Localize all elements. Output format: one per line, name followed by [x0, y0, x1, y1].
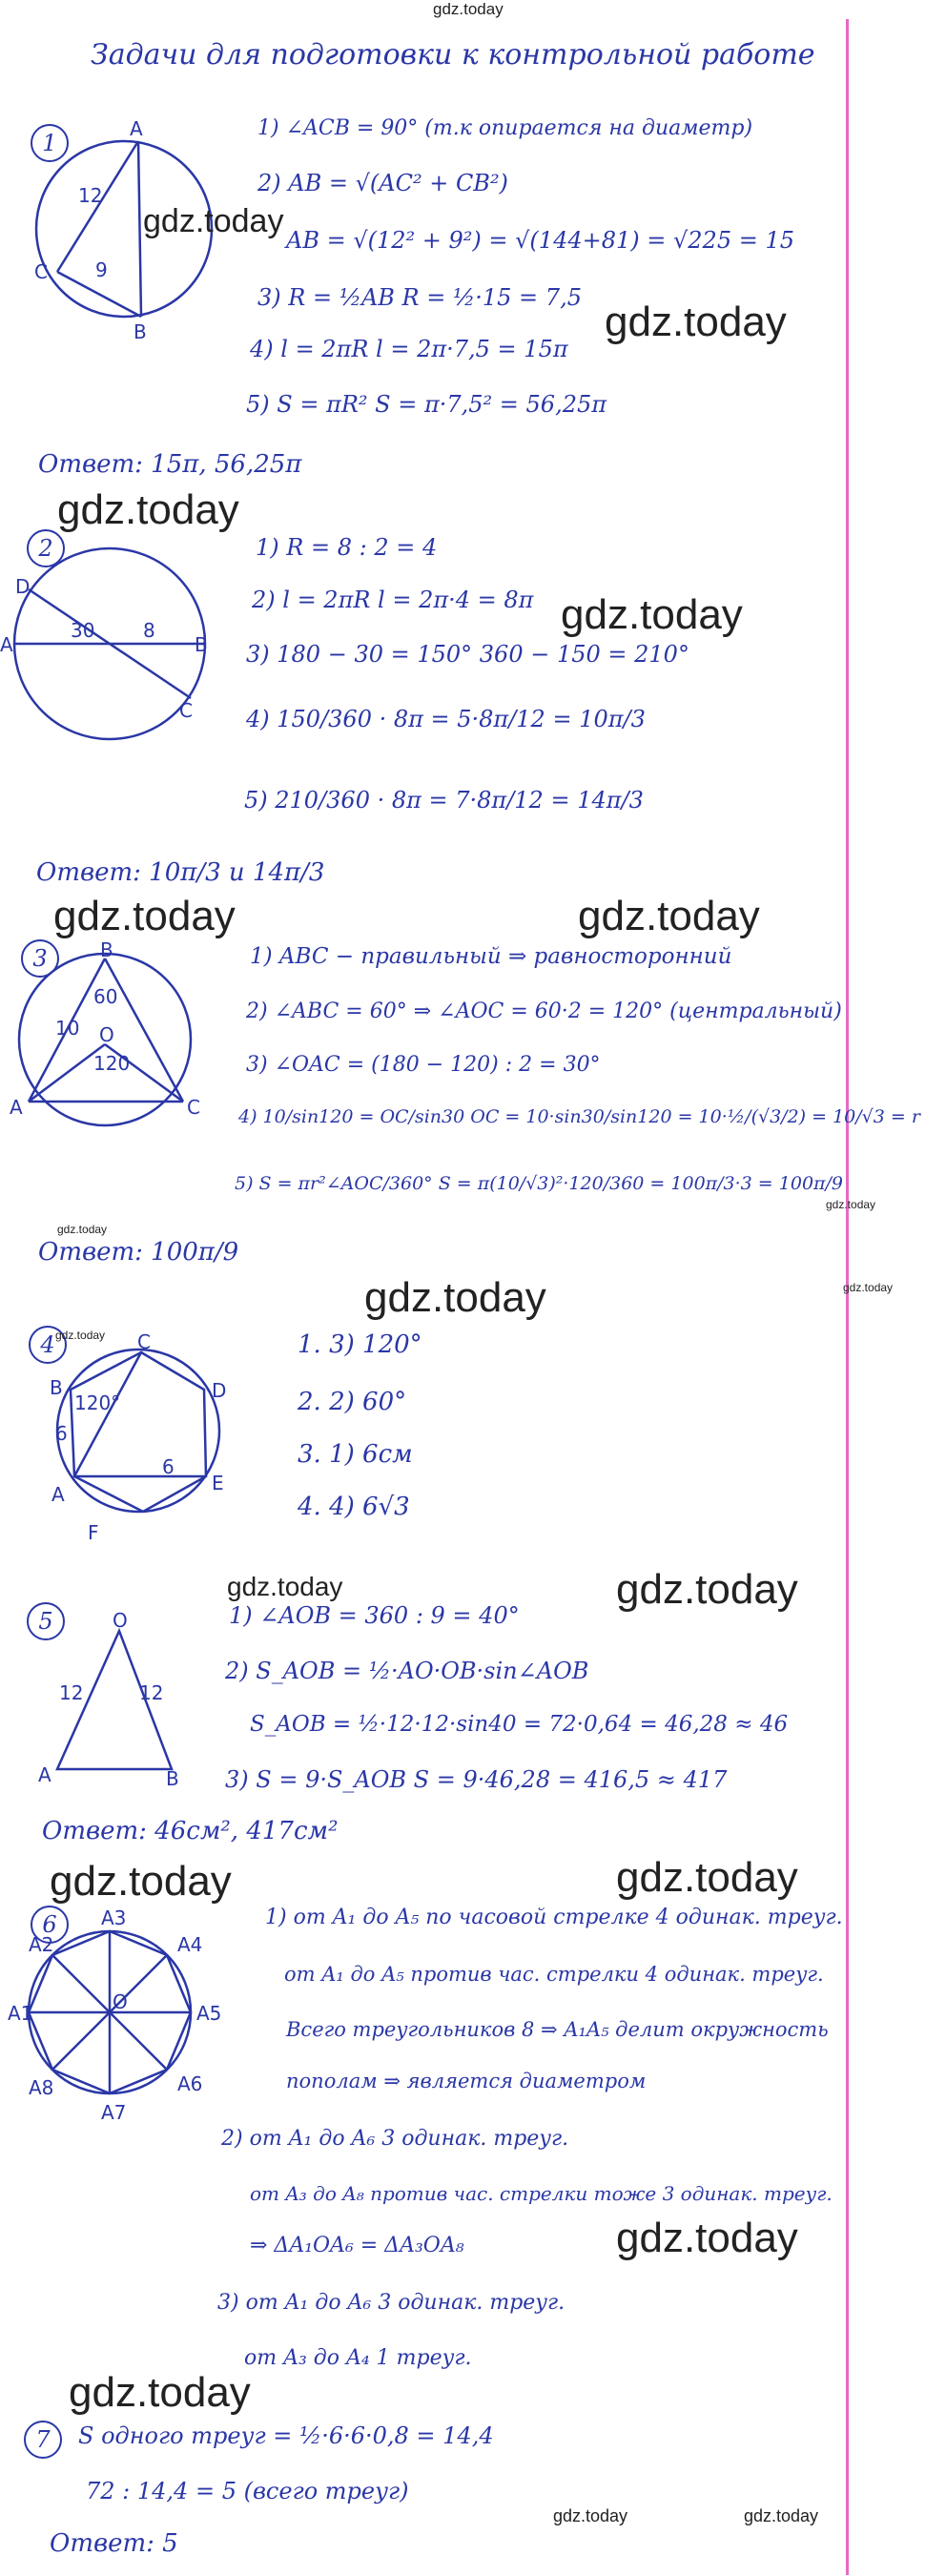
- svg-text:6: 6: [162, 1455, 175, 1478]
- solution-line: 4) 10/sin120 = OC/sin30 OC = 10·sin30/sin120 = 10·½/(√3/2) = 10/√3 = r: [238, 1106, 920, 1127]
- solution-line: 2) l = 2πR l = 2π·4 = 8π: [252, 587, 534, 613]
- answer: Ответ: 15π, 56,25π: [38, 450, 302, 479]
- answer: Ответ: 46см², 417см²: [42, 1817, 339, 1845]
- watermark: gdz.today: [605, 299, 787, 345]
- top-watermark: gdz.today: [433, 0, 504, 18]
- svg-text:A5: A5: [196, 2002, 222, 2025]
- solution-line: 3) R = ½AB R = ½·15 = 7,5: [257, 284, 582, 311]
- watermark: gdz.today: [57, 486, 239, 533]
- watermark: gdz.today: [57, 1223, 108, 1236]
- svg-text:10: 10: [55, 1017, 80, 1040]
- solution-line: 1) ∠AOB = 360 : 9 = 40°: [229, 1602, 520, 1629]
- svg-text:8: 8: [143, 619, 155, 642]
- solution-line: 3. 1) 6см: [298, 1440, 413, 1469]
- solution-line: 1) ABC − правильный ⇒ равносторонний: [250, 944, 732, 969]
- watermark: gdz.today: [227, 1572, 343, 1601]
- svg-text:A2: A2: [29, 1933, 54, 1956]
- svg-text:B: B: [195, 633, 208, 656]
- watermark: gdz.today: [553, 2506, 628, 2525]
- watermark: gdz.today: [616, 1854, 798, 1901]
- watermark: gdz.today: [561, 591, 743, 638]
- solution-line: от A₃ до A₈ против час. стрелки тоже 3 одинак. треуг.: [250, 2182, 833, 2205]
- svg-text:C: C: [187, 1096, 200, 1119]
- svg-text:O: O: [113, 1609, 128, 1632]
- solution-line: AB = √(12² + 9²) = √(144+81) = √225 = 15: [286, 227, 794, 254]
- watermark: gdz.today: [578, 893, 760, 939]
- watermark: gdz.today: [53, 893, 236, 939]
- solution-line: 72 : 14,4 = 5 (всего треуг): [86, 2478, 409, 2504]
- answer: Ответ: 10π/3 и 14π/3: [36, 858, 325, 887]
- solution-line: 5) 210/360 · 8π = 7·8π/12 = 14π/3: [244, 787, 644, 814]
- svg-text:9: 9: [95, 258, 108, 281]
- problem-number: 5: [27, 1602, 65, 1640]
- watermark: gdz.today: [744, 2506, 819, 2525]
- solution-line: 3) 180 − 30 = 150° 360 − 150 = 210°: [246, 641, 689, 668]
- answer: Ответ: 100π/9: [38, 1238, 239, 1267]
- svg-text:120°: 120°: [74, 1391, 121, 1414]
- figure-4: [57, 1350, 219, 1512]
- watermark: gdz.today: [50, 1858, 232, 1905]
- solution-line: 1. 3) 120°: [298, 1330, 422, 1359]
- solution-line: от A₁ до A₅ против час. стрелки 4 одинак. треуг.: [284, 1963, 824, 1986]
- svg-text:12: 12: [78, 184, 103, 207]
- solution-line: 5) S = πr²∠AOC/360° S = π(10/√3)²·120/360 = 100π/3·3 = 100π/9: [235, 1173, 844, 1194]
- svg-text:A: A: [0, 633, 13, 656]
- svg-text:A1: A1: [8, 2002, 33, 2025]
- solution-line: 2) ∠ABC = 60° ⇒ ∠AOC = 60·2 = 120° (центральный): [246, 999, 842, 1023]
- svg-text:30: 30: [71, 619, 95, 642]
- solution-line: S_AOB = ½·12·12·sin40 = 72·0,64 = 46,28 ≈ 46: [250, 1712, 789, 1737]
- watermark: gdz.today: [69, 2369, 251, 2416]
- solution-line: 5) S = πR² S = π·7,5² = 56,25π: [246, 391, 607, 418]
- svg-text:C: C: [179, 699, 193, 722]
- svg-text:A: A: [10, 1096, 23, 1119]
- svg-text:12: 12: [59, 1681, 84, 1704]
- svg-text:O: O: [99, 1023, 114, 1046]
- svg-text:O: O: [113, 1990, 128, 2013]
- solution-line: 4) 150/360 · 8π = 5·8π/12 = 10π/3: [246, 706, 646, 732]
- svg-text:C: C: [34, 260, 48, 283]
- svg-text:A3: A3: [101, 1906, 127, 1929]
- solution-line: 3) S = 9·S_AOB S = 9·46,28 = 416,5 ≈ 417: [225, 1766, 728, 1793]
- svg-text:A: A: [130, 117, 143, 140]
- svg-text:A4: A4: [177, 1933, 203, 1956]
- solution-line: 1) R = 8 : 2 = 4: [256, 534, 438, 561]
- solution-line: от A₃ до A₄ 1 треуг.: [244, 2346, 472, 2370]
- problem-number: 4: [29, 1326, 67, 1364]
- svg-text:12: 12: [139, 1681, 164, 1704]
- svg-text:A6: A6: [177, 2072, 203, 2095]
- solution-line: 3) ∠OAC = (180 − 120) : 2 = 30°: [246, 1053, 601, 1077]
- watermark: gdz.today: [364, 1274, 546, 1321]
- solution-line: пополам ⇒ является диаметром: [286, 2070, 647, 2092]
- svg-text:B: B: [100, 938, 113, 961]
- solution-line: 4) l = 2πR l = 2π·7,5 = 15π: [250, 336, 568, 362]
- solution-line: S одного треуг = ½·6·6·0,8 = 14,4: [78, 2422, 494, 2449]
- problem-number: 7: [24, 2421, 62, 2459]
- svg-text:A: A: [38, 1763, 51, 1786]
- svg-text:D: D: [15, 575, 31, 598]
- svg-text:A8: A8: [29, 2076, 54, 2099]
- problem-number: 6: [31, 1906, 69, 1944]
- svg-text:C: C: [137, 1330, 151, 1353]
- solution-line: 3) от A₁ до A₆ 3 одинак. треуг.: [217, 2291, 566, 2315]
- watermark: gdz.today: [616, 1566, 798, 1613]
- watermark: gdz.today: [826, 1198, 876, 1211]
- solution-line: Всего треугольников 8 ⇒ A₁A₅ делит окружность: [286, 2018, 829, 2041]
- watermark: gdz.today: [843, 1281, 894, 1294]
- page-title: Задачи для подготовки к контрольной работе: [91, 38, 815, 72]
- problem-number: 1: [31, 124, 69, 162]
- svg-text:B: B: [134, 320, 147, 343]
- watermark: gdz.today: [616, 2215, 798, 2261]
- svg-text:B: B: [50, 1376, 63, 1399]
- svg-text:A: A: [51, 1483, 65, 1506]
- svg-text:60: 60: [93, 985, 118, 1008]
- solution-line: 1) ∠ACB = 90° (т.к опирается на диаметр): [257, 116, 753, 140]
- watermark: gdz.today: [143, 203, 284, 239]
- solution-line: 1) от A₁ до A₅ по часовой стрелке 4 одинак. треуг.: [265, 1906, 843, 1929]
- svg-text:F: F: [88, 1521, 99, 1544]
- svg-text:6: 6: [55, 1422, 68, 1445]
- problem-number: 3: [21, 939, 59, 978]
- solution-line: 2) AB = √(AC² + CB²): [257, 170, 508, 196]
- svg-text:120: 120: [93, 1052, 131, 1075]
- figure-2: [14, 548, 205, 739]
- answer: Ответ: 5: [50, 2529, 178, 2558]
- solution-line: 4. 4) 6√3: [298, 1493, 410, 1521]
- svg-text:B: B: [166, 1767, 179, 1790]
- solution-line: 2) от A₁ до A₆ 3 одинак. треуг.: [221, 2127, 569, 2151]
- solution-line: ⇒ ΔA₁OA₆ = ΔA₃OA₈: [250, 2234, 464, 2257]
- svg-text:D: D: [212, 1379, 227, 1402]
- problem-number: 2: [27, 529, 65, 567]
- svg-text:E: E: [212, 1472, 224, 1494]
- solution-line: 2) S_AOB = ½·AO·OB·sin∠AOB: [225, 1658, 589, 1684]
- solution-line: 2. 2) 60°: [298, 1388, 407, 1416]
- watermark: gdz.today: [55, 1329, 106, 1342]
- svg-text:A7: A7: [101, 2101, 127, 2124]
